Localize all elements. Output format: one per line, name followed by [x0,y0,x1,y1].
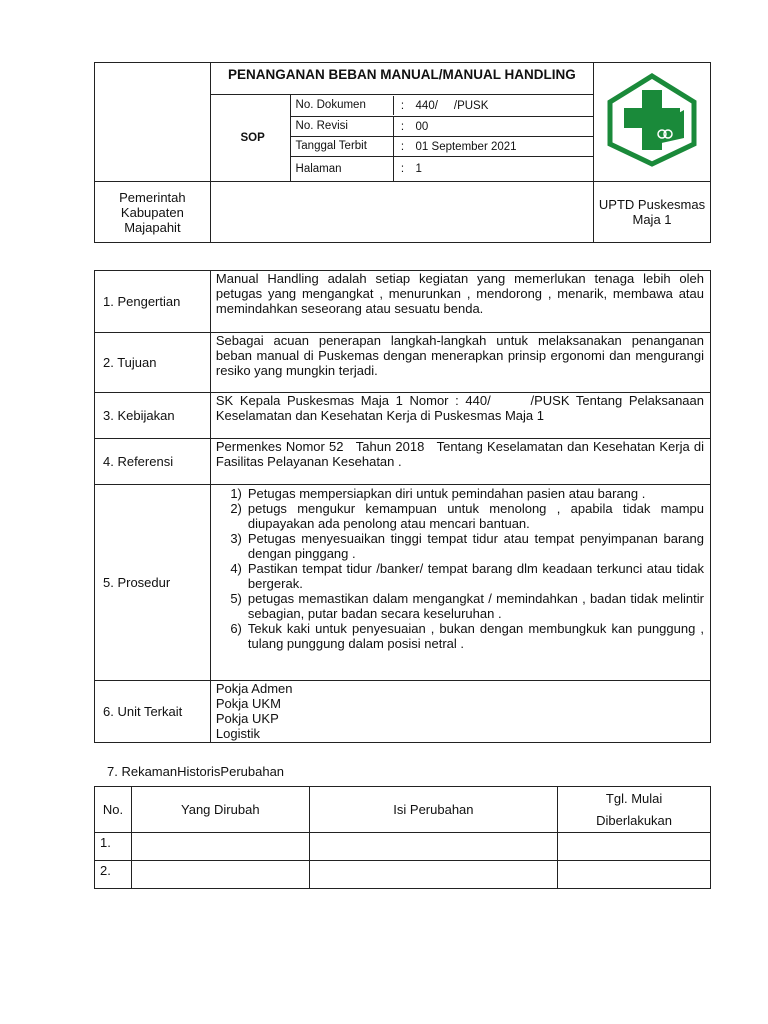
history-header-isi-perubahan: Isi Perubahan [309,787,558,833]
procedure-step: 2) petugs mengukur kemampuan untuk menolong , apabila tidak mampu diupayakan ada penolong atau mencari bantuan. [230,501,704,531]
meta-value-no-revisi: 00 [415,120,429,133]
section-row-referensi [95,439,711,485]
table-row [95,861,711,889]
unit-item: Pokja UKP [215,711,279,726]
section-row-unit-terkait [95,681,711,743]
meta-label: No. Dokumen [291,96,394,115]
meta-colon: : [400,163,405,175]
procedure-step: 5) petugas memastikan dalam mengangkat / memindahkan , badan tidak melintir sebagian, putar badan secara keseluruhan . [230,591,704,621]
unit-item: Pokja UKM [215,696,281,711]
table-row [95,833,711,861]
meta-value-halaman: 1 [415,163,422,175]
meta-colon: : [400,140,405,153]
history-cell-isi-perubahan [309,833,558,861]
meta-colon: : [400,120,405,133]
meta-value-tanggal-terbit: 01 September 2021 [415,140,517,153]
meta-colon: : [400,99,405,112]
history-cell-yang-dirubah [131,861,309,889]
history-cell-yang-dirubah [131,833,309,861]
history-cell-tgl [558,833,711,861]
procedure-step: 3) Petugas menyesuaikan tinggi tempat tidur atau tempat penyimpanan barang dengan pinggang . [230,531,704,561]
history-header-tgl [558,787,711,833]
section-text-pengertian: Manual Handling adalah setiap kegiatan yang memerlukan tenaga lebih oleh petugas yang mengangkat , menurunkan , mendorong , menarik, membawa atau memindahkan seseorang atau sesuatu benda. [210,271,710,333]
section-row-kebijakan [95,393,711,439]
history-table [94,786,711,889]
section-label: 1. Pengertian [95,271,211,333]
unit-item: Logistik [215,726,260,741]
history-header-tgl-line1: Tgl. Mulai [605,790,663,806]
history-header-tgl-line2: Diberlakukan [596,812,673,828]
left-organization: Pemerintah Kabupaten Majapahit [95,182,211,243]
procedure-list [216,486,704,651]
right-organization: UPTD Puskesmas Maja 1 [594,182,711,243]
meta-row-1 [290,117,594,137]
section-label: 4. Referensi [95,439,211,485]
meta-label: No. Revisi [291,117,394,136]
unit-item: Pokja Admen [215,681,293,696]
section-row-tujuan [95,333,711,393]
sop-content-table [94,270,711,743]
meta-row-3 [290,157,594,182]
section-prosedur-steps [210,485,710,681]
meta-row-2 [290,137,594,157]
history-title: 7. RekamanHistorisPerubahan [107,764,285,779]
section-row-pengertian [95,271,711,333]
history-header-no: No. [95,787,132,833]
history-cell-no: 1. [95,833,132,861]
section-label: 2. Tujuan [95,333,211,393]
document-title: PENANGANAN BEBAN MANUAL/MANUAL HANDLING [210,63,593,95]
history-header-yang-dirubah: Yang Dirubah [131,787,309,833]
history-cell-no: 2. [95,861,132,889]
section-label: 3. Kebijakan [95,393,211,439]
section-text-referensi: Permenkes Nomor 52 Tahun 2018 Tentang Keselamatan dan Kesehatan Kerja di Fasilitas Pelayanan Kesehatan . [210,439,710,485]
section-label: 6. Unit Terkait [95,681,211,743]
sop-header-table [94,62,711,243]
history-header-row [95,787,711,833]
meta-row-0 [290,95,594,117]
logo-cell [594,63,711,182]
puskesmas-logo-icon [602,72,702,168]
section-text-kebijakan: SK Kepala Puskesmas Maja 1 Nomor : 440/ /PUSK Tentang Pelaksanaan Keselamatan dan Kesehatan Kerja di Puskesmas Maja 1 [210,393,710,439]
unit-terkait-list [210,681,710,743]
section-row-prosedur [95,485,711,681]
header-middle-blank [210,182,593,243]
meta-value-no-dokumen: 440/ /PUSK [415,99,489,112]
procedure-step: 1) Petugas mempersiapkan diri untuk pemindahan pasien atau barang . [230,486,646,501]
meta-label: Tanggal Terbit [291,137,394,156]
header-left-blank [95,63,211,182]
meta-label: Halaman [291,157,394,181]
procedure-step: 4) Pastikan tempat tidur /banker/ tempat barang dlm keadaan terkunci atau tidak bergerak. [230,561,704,591]
section-text-tujuan: Sebagai acuan penerapan langkah-langkah untuk melaksanakan penanganan beban manual di Puskemas dengan menerapkan prinsip ergonomi dan mengurangi resiko yang mungkin terjadi. [210,333,710,393]
sop-label: SOP [210,95,290,182]
history-cell-tgl [558,861,711,889]
procedure-step: 6) Tekuk kaki untuk penyesuaian , bukan dengan membungkuk kan punggung , tulang punggung dalam posisi netral . [230,621,704,651]
section-label: 5. Prosedur [95,485,211,681]
history-cell-isi-perubahan [309,861,558,889]
